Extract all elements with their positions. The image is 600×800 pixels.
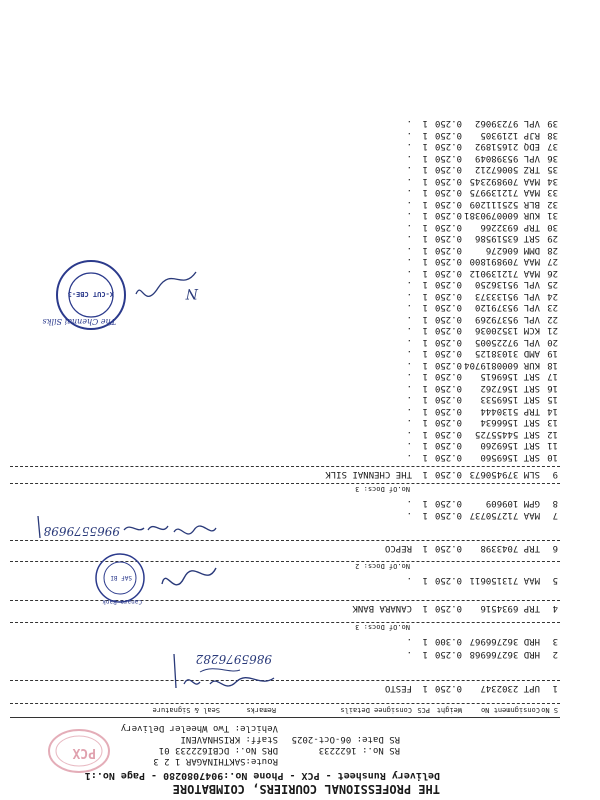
row-consignment: TRP 6934516 — [480, 603, 540, 613]
row-weight: 0.250 — [434, 406, 462, 416]
row-weight: 0.250 — [434, 245, 462, 255]
row-pcs: 1 — [422, 153, 428, 163]
row-weight: 0.250 — [434, 130, 462, 140]
row-consignee-dot: . — [406, 118, 412, 129]
docs-note: No.Of Docs: 3 — [355, 623, 410, 631]
row-weight: 0.250 — [434, 325, 462, 336]
row-pcs: 1 — [422, 371, 428, 382]
row-consignee-dot: . — [406, 222, 412, 232]
rs-date-value: 06-Oct-2025 — [291, 734, 352, 744]
row-consignee-dot: . — [406, 325, 412, 336]
signature-phone-2 — [20, 512, 220, 542]
row-separator — [10, 680, 560, 681]
row-consignment: HRD 362766967 — [469, 636, 540, 646]
row-consignee-dot: . — [406, 440, 412, 451]
row-sno: 16 — [547, 383, 558, 393]
chennai-silks-ring-text: The Chennai Silks — [42, 317, 116, 326]
row-consignee-dot: . — [406, 429, 412, 439]
row-pcs: 1 — [422, 118, 428, 129]
row-weight: 0.250 — [434, 141, 462, 152]
row-consignee-dot: . — [406, 314, 412, 324]
row-weight: 0.250 — [434, 348, 462, 359]
row-weight: 0.250 — [434, 210, 462, 221]
row-sno: 5 — [552, 575, 558, 585]
row-consignee-dot: . — [406, 199, 412, 209]
row-weight: 0.250 — [434, 440, 462, 451]
row-pcs: 1 — [422, 141, 428, 152]
canara-bank-stamp — [80, 548, 220, 608]
row-sno: 20 — [547, 337, 558, 347]
row-sno: 29 — [547, 233, 558, 244]
row-pcs: 1 — [422, 279, 428, 290]
row-consignee-dot: . — [406, 383, 412, 393]
canara-stamp-center-text: SAF BI — [110, 574, 132, 581]
col-pcs: PCS — [417, 706, 430, 714]
row-consignee-dot: . — [406, 164, 412, 175]
row-consignment: VPL 95133373 — [474, 291, 540, 301]
row-consignment: AMD 31038125 — [474, 348, 540, 359]
row-consignment: KCM 13520036 — [474, 325, 540, 336]
row-pcs: 1 — [422, 302, 428, 313]
canara-stamp-ring-text: Canara Bank — [102, 598, 142, 605]
row-consignment: SRT 1569533 — [480, 394, 540, 405]
row-consignee-dot: . — [406, 348, 412, 359]
row-consignment: KUR 6000819704 — [464, 360, 540, 370]
docs-note: No.Of Docs: 2 — [355, 562, 410, 570]
vehicle-value: Two Wheeler Delivery — [120, 723, 230, 733]
row-sno: 15 — [547, 394, 558, 405]
row-weight: 0.250 — [434, 222, 462, 232]
row-weight: 0.250 — [434, 256, 462, 267]
row-consignment: SRT 1569260 — [480, 440, 540, 451]
row-sno: 1 — [552, 683, 558, 693]
row-consignment: VPL 97225005 — [474, 337, 540, 347]
drs-value: DCBI622233 01 — [158, 745, 230, 755]
row-weight: 0.300 — [434, 636, 462, 646]
vehicle-line — [121, 723, 278, 733]
row-consignment: MAA 709891800 — [469, 256, 540, 267]
row-sno: 39 — [547, 118, 558, 129]
rs-no-label: RS No.: — [362, 745, 400, 755]
row-sno: 10 — [547, 452, 558, 462]
col-consignee: Consignee Details — [340, 706, 412, 714]
row-consignee-dot: . — [406, 233, 412, 244]
row-consignee: . — [406, 498, 412, 508]
row-sno: 13 — [547, 417, 558, 428]
row-pcs: 1 — [422, 543, 428, 553]
row-weight: 0.250 — [434, 176, 462, 186]
row-consignment: TRP 6932266 — [480, 222, 540, 232]
pcx-stamp — [46, 726, 112, 776]
row-sno: 28 — [547, 245, 558, 255]
row-consignee: REPCO — [384, 543, 412, 553]
row-sno: 22 — [547, 314, 558, 324]
row-consignment: TRP 7043398 — [480, 543, 540, 553]
row-consignee-dot: . — [406, 360, 412, 370]
row-pcs: 1 — [422, 394, 428, 405]
staff-value: KRISHNAVENI — [180, 734, 241, 744]
col-consignment: Consignment No — [480, 706, 540, 714]
row-weight: 0.250 — [434, 199, 462, 209]
row-sno: 27 — [547, 256, 558, 267]
pcx-stamp-text: PCX — [72, 745, 96, 760]
row-sno: 3 — [552, 636, 558, 646]
row-pcs: 1 — [422, 417, 428, 428]
row-weight: 0.250 — [434, 452, 462, 462]
row-consignee-dot: . — [406, 417, 412, 428]
row-sno: 6 — [552, 543, 558, 553]
row-pcs: 1 — [422, 325, 428, 336]
row-weight: 0.250 — [434, 118, 462, 129]
row-consignment: SRT 1566634 — [480, 417, 540, 428]
route-line — [153, 756, 278, 766]
row-consignee: . — [406, 636, 412, 646]
row-pcs: 1 — [422, 164, 428, 175]
row-pcs: 1 — [422, 176, 428, 186]
row-consignee-dot: . — [406, 394, 412, 405]
row-pcs: 1 — [422, 256, 428, 267]
runsheet-title: Delivery Runsheet - PCX - Phone No.:9047080280 - Page No.:1 — [84, 770, 440, 781]
row-weight: 0.250 — [434, 417, 462, 428]
row-sno: 31 — [547, 210, 558, 221]
row-weight: 0.250 — [434, 187, 462, 198]
row-consignment: MAA 712139012 — [469, 268, 540, 278]
row-consignee-dot: . — [406, 452, 412, 462]
row-consignment: GPM 109609 — [485, 498, 540, 508]
row-pcs: 1 — [422, 233, 428, 244]
row-consignment: TRP 5130444 — [480, 406, 540, 416]
route-label: Route: — [245, 756, 278, 766]
row-sno: 32 — [547, 199, 558, 209]
row-pcs: 1 — [422, 649, 428, 659]
col-sno: S No — [541, 706, 558, 714]
row-consignment: SLM 379450673 — [469, 469, 540, 479]
row-pcs: 1 — [422, 268, 428, 278]
row-sno: 25 — [547, 279, 558, 290]
route-value: SAKTHINAGAR 1 2 3 — [153, 756, 246, 766]
rs-date-line — [292, 734, 400, 744]
rs-date-label: RS Date: — [356, 734, 400, 744]
row-weight: 0.250 — [434, 429, 462, 439]
drs-line — [159, 745, 278, 755]
row-consignment: MAA 713150611 — [469, 575, 540, 585]
row-weight: 0.250 — [434, 314, 462, 324]
row-consignee-dot: . — [406, 141, 412, 152]
rs-no-line — [319, 745, 400, 755]
row-consignment: SRT 1569615 — [480, 371, 540, 382]
row-pcs: 1 — [422, 683, 428, 693]
staff-line — [180, 734, 278, 744]
row-consignee-dot: . — [406, 130, 412, 140]
row-consignee: CANARA BANK — [352, 603, 412, 613]
row-sno: 26 — [547, 268, 558, 278]
col-remarks: Remarks — [246, 706, 276, 714]
row-sno: 2 — [552, 649, 558, 659]
row-weight: 0.250 — [434, 164, 462, 175]
row-consignment: EDQ 21651892 — [474, 141, 540, 152]
row-consignee-dot: . — [406, 406, 412, 416]
row-weight: 0.250 — [434, 279, 462, 290]
row-consignment: BLR 525111209 — [469, 199, 540, 209]
row-pcs: 1 — [422, 348, 428, 359]
row-pcs: 1 — [422, 130, 428, 140]
drs-label: DRS No.: — [234, 745, 278, 755]
row-consignee: . — [406, 510, 412, 520]
row-pcs: 1 — [422, 510, 428, 520]
col-seal: Seal & Signature — [152, 706, 220, 714]
row-consignment: SRT 1567262 — [480, 383, 540, 393]
header-rule-top — [10, 717, 560, 718]
row-weight: 0.250 — [434, 360, 462, 370]
row-pcs: 1 — [422, 603, 428, 613]
chennai-silks-stamp — [42, 258, 128, 332]
row-consignment: HRD 362766968 — [469, 649, 540, 659]
row-weight: 0.250 — [434, 575, 462, 585]
row-separator — [10, 466, 560, 467]
row-weight: 0.250 — [434, 383, 462, 393]
row-weight: 0.250 — [434, 603, 462, 613]
row-sno: 34 — [547, 176, 558, 186]
row-sno: 35 — [547, 164, 558, 175]
row-weight: 0.250 — [434, 543, 462, 553]
row-consignee: FESTO — [384, 683, 412, 693]
row-sno: 23 — [547, 302, 558, 313]
docs-note: No.Of Docs: 3 — [355, 485, 410, 493]
row-sno: 37 — [547, 141, 558, 152]
row-pcs: 1 — [422, 199, 428, 209]
signature-phone-1 — [130, 644, 280, 694]
row-pcs: 1 — [422, 440, 428, 451]
row-pcs: 1 — [422, 187, 428, 198]
row-consignee-dot: . — [406, 245, 412, 255]
row-consignment: MAA 709892345 — [469, 176, 540, 186]
row-weight: 0.250 — [434, 394, 462, 405]
column-header-row — [8, 705, 558, 715]
rs-no-value: 1622233 — [318, 745, 357, 755]
row-pcs: 1 — [422, 337, 428, 347]
row-consignee-dot: . — [406, 187, 412, 198]
row-sno: 33 — [547, 187, 558, 198]
row-weight: 0.250 — [434, 371, 462, 382]
row-sno: 9 — [552, 469, 558, 479]
row-sno: 8 — [552, 498, 558, 508]
row-consignment: DMM 606276 — [485, 245, 540, 255]
row-weight: 0.250 — [434, 510, 462, 520]
row-sno: 18 — [547, 360, 558, 370]
row-pcs: 1 — [422, 469, 428, 479]
row-separator — [10, 483, 560, 484]
row-sno: 17 — [547, 371, 558, 382]
row-pcs: 1 — [422, 360, 428, 370]
row-consignee-dot: . — [406, 268, 412, 278]
row-weight: 0.250 — [434, 291, 462, 301]
row-pcs: 1 — [422, 222, 428, 232]
row-consignment: UPT 2302347 — [480, 683, 540, 693]
row-pcs: 1 — [422, 314, 428, 324]
handwritten-phone-2: 9965579698 — [43, 524, 120, 538]
col-weight: Weight — [436, 706, 462, 714]
row-pcs: 1 — [422, 383, 428, 393]
row-consignee: THE CHENNAI SILK — [325, 469, 412, 479]
row-consignment: VPL 95136250 — [474, 279, 540, 290]
row-sno: 30 — [547, 222, 558, 232]
row-weight: 0.250 — [434, 233, 462, 244]
row-weight: 0.250 — [434, 153, 462, 163]
row-consignment: RJP 1219305 — [480, 130, 540, 140]
row-sno: 38 — [547, 130, 558, 140]
row-consignment: SRT 63519586 — [474, 233, 540, 244]
row-consignment: MAA 712139975 — [469, 187, 540, 198]
row-sno: 7 — [552, 510, 558, 520]
row-weight: 0.250 — [434, 302, 462, 313]
row-weight: 0.250 — [434, 268, 462, 278]
initials-text: N — [185, 285, 198, 301]
row-consignment: VPL 95379269 — [474, 314, 540, 324]
row-weight: 0.250 — [434, 649, 462, 659]
row-sno: 19 — [547, 348, 558, 359]
vehicle-label: Vehicle: — [234, 723, 278, 733]
row-consignment: SRT 54455725 — [474, 429, 540, 439]
initials-signature — [132, 262, 202, 302]
chennai-silks-center-text: X-CUT CBE-3 — [67, 290, 114, 298]
row-consignment: TRZ 50067212 — [474, 164, 540, 175]
row-pcs: 1 — [422, 210, 428, 221]
row-consignment: VPL 95379120 — [474, 302, 540, 313]
row-pcs: 1 — [422, 291, 428, 301]
row-consignee-dot: . — [406, 337, 412, 347]
header-rule-bottom — [10, 703, 560, 704]
row-sno: 14 — [547, 406, 558, 416]
staff-label: Staff: — [245, 734, 278, 744]
row-weight: 0.250 — [434, 469, 462, 479]
row-consignee-dot: . — [406, 279, 412, 290]
row-weight: 0.250 — [434, 498, 462, 508]
row-consignee-dot: . — [406, 153, 412, 163]
row-sno: 4 — [552, 603, 558, 613]
row-pcs: 1 — [422, 429, 428, 439]
row-pcs: 1 — [422, 636, 428, 646]
row-consignee: . — [406, 649, 412, 659]
company-name: THE PROFESSIONAL COURIERS, COIMBATORE — [172, 782, 440, 796]
row-sno: 21 — [547, 325, 558, 336]
row-pcs: 1 — [422, 452, 428, 462]
handwritten-phone-1: 9865976282 — [195, 652, 272, 666]
row-pcs: 1 — [422, 498, 428, 508]
row-consignee-dot: . — [406, 256, 412, 267]
row-weight: 0.250 — [434, 337, 462, 347]
row-consignee-dot: . — [406, 210, 412, 221]
row-sno: 36 — [547, 153, 558, 163]
row-sno: 11 — [547, 440, 558, 451]
row-consignment: KUR 6000790381 — [464, 210, 540, 221]
row-pcs: 1 — [422, 406, 428, 416]
row-consignee: . — [406, 575, 412, 585]
row-consignee-dot: . — [406, 176, 412, 186]
row-consignment: SRT 1569560 — [480, 452, 540, 462]
row-sno: 12 — [547, 429, 558, 439]
row-consignment: MAA 712750737 — [469, 510, 540, 520]
row-pcs: 1 — [422, 245, 428, 255]
row-consignee-dot: . — [406, 291, 412, 301]
row-consignee-dot: . — [406, 371, 412, 382]
row-separator — [10, 622, 560, 623]
row-consignment: VPL 95398049 — [474, 153, 540, 163]
row-pcs: 1 — [422, 575, 428, 585]
row-consignee-dot: . — [406, 302, 412, 313]
row-weight: 0.250 — [434, 683, 462, 693]
row-sno: 24 — [547, 291, 558, 301]
row-consignment: VPL 97239062 — [474, 118, 540, 129]
